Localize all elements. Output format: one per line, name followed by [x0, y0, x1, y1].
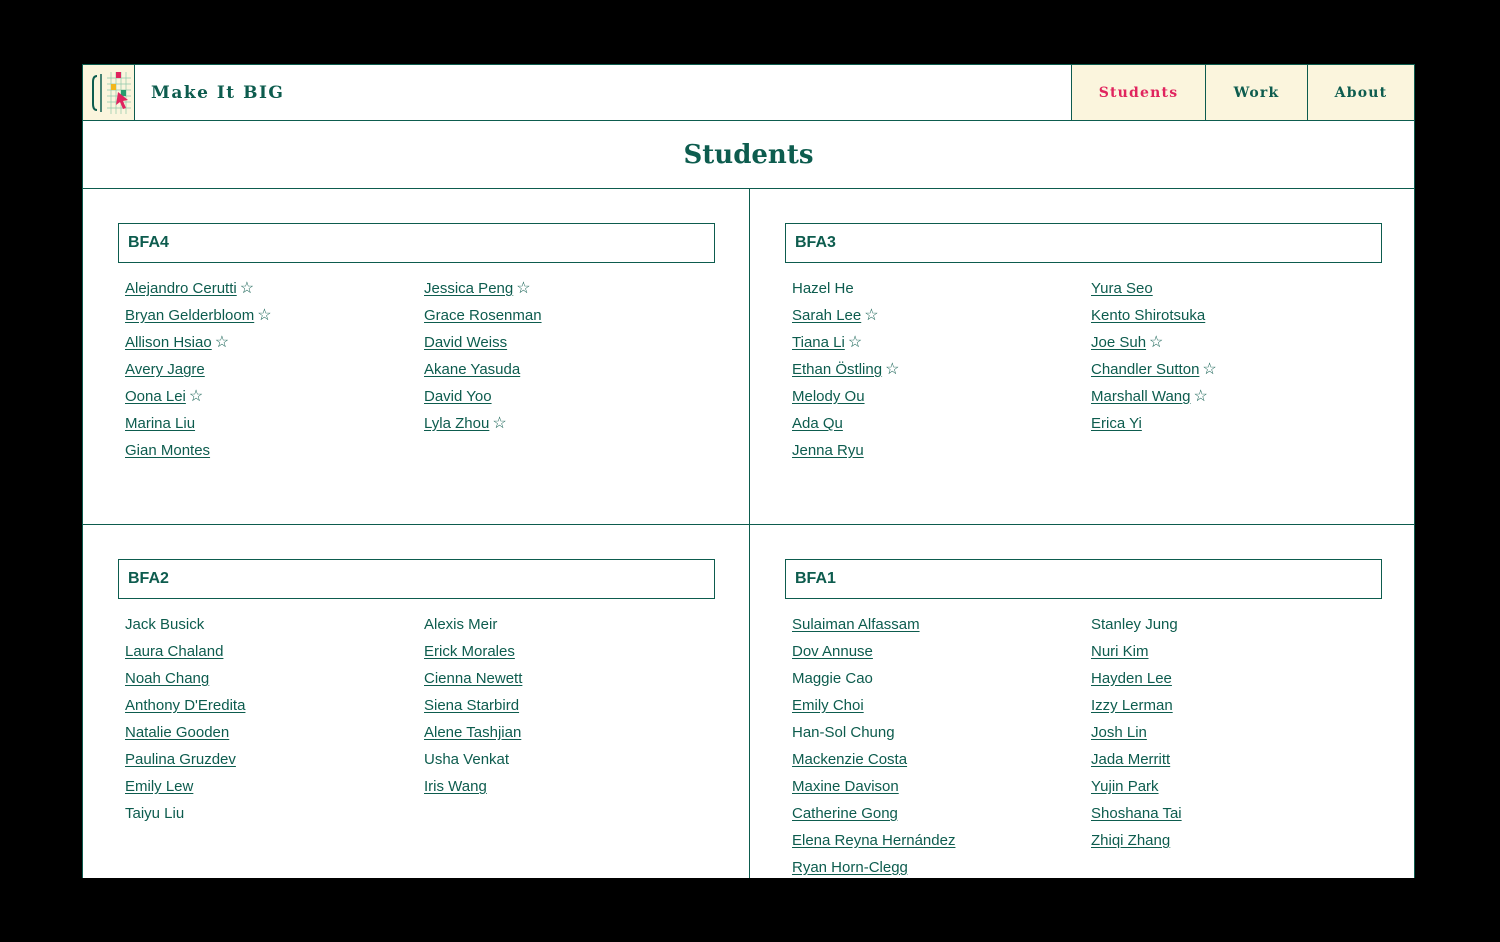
- student-item: [1091, 279, 1390, 306]
- student-item: [1091, 615, 1390, 642]
- student-item: [792, 804, 1091, 831]
- student-item: [125, 441, 424, 468]
- student-item: [424, 414, 723, 441]
- student-link[interactable]: Allison Hsiao: [125, 334, 212, 351]
- student-item: [792, 642, 1091, 669]
- student-link[interactable]: Siena Starbird: [424, 697, 520, 714]
- star-icon: ☆: [847, 334, 863, 351]
- student-item: [125, 804, 424, 831]
- nav-students[interactable]: Students: [1071, 65, 1205, 120]
- student-list: [792, 279, 1091, 468]
- student-item: [1091, 387, 1390, 414]
- student-name: Han-Sol Chung: [792, 724, 895, 741]
- student-item: [125, 360, 424, 387]
- student-item: [792, 723, 1091, 750]
- student-item: [792, 387, 1091, 414]
- student-item: [792, 441, 1091, 468]
- student-link[interactable]: Natalie Gooden: [125, 724, 230, 741]
- group-label: BFA1: [785, 559, 1382, 599]
- student-name: Stanley Jung: [1091, 616, 1178, 633]
- title-row: [83, 121, 1414, 189]
- star-icon: ☆: [492, 415, 507, 432]
- student-item: [792, 777, 1091, 804]
- student-link[interactable]: Cienna Newett: [424, 670, 523, 687]
- student-link[interactable]: Zhiqi Zhang: [1091, 832, 1171, 849]
- student-item: [424, 387, 723, 414]
- student-item: [125, 333, 424, 360]
- student-item: [1091, 831, 1390, 858]
- student-link[interactable]: Chandler Sutton: [1091, 361, 1200, 378]
- main-nav: [1071, 65, 1414, 120]
- student-link[interactable]: Josh Lin: [1091, 724, 1147, 741]
- student-list: [125, 615, 424, 831]
- student-link[interactable]: Oona Lei: [125, 388, 186, 405]
- student-link[interactable]: Sulaiman Alfassam: [792, 616, 920, 633]
- student-name: Alexis Meir: [424, 616, 498, 633]
- group-label: BFA3: [785, 223, 1382, 263]
- student-list: [1091, 615, 1390, 858]
- student-link[interactable]: Noah Chang: [125, 670, 210, 687]
- student-link[interactable]: Nuri Kim: [1091, 643, 1149, 660]
- student-item: [1091, 360, 1390, 387]
- student-link[interactable]: Grace Rosenman: [424, 307, 542, 324]
- student-link[interactable]: Marshall Wang: [1091, 388, 1191, 405]
- star-icon: ☆: [257, 307, 272, 324]
- star-icon: ☆: [214, 334, 230, 351]
- student-link[interactable]: Melody Ou: [792, 388, 865, 405]
- student-item: [1091, 696, 1390, 723]
- student-link[interactable]: Dov Annuse: [792, 643, 873, 660]
- student-link[interactable]: Paulina Gruzdev: [125, 751, 236, 768]
- student-item: [125, 642, 424, 669]
- student-link[interactable]: Catherine Gong: [792, 805, 898, 822]
- student-item: [125, 777, 424, 804]
- site-title[interactable]: Make It BIG: [151, 82, 285, 103]
- student-item: [125, 615, 424, 642]
- student-link[interactable]: Ada Qu: [792, 415, 843, 432]
- group-bfa4: [83, 189, 750, 525]
- student-link[interactable]: Sarah Lee: [792, 307, 862, 324]
- student-link[interactable]: Bryan Gelderbloom: [125, 307, 255, 324]
- student-item: [792, 333, 1091, 360]
- student-link[interactable]: Emily Choi: [792, 697, 864, 714]
- star-icon: ☆: [1202, 361, 1217, 378]
- student-item: [125, 750, 424, 777]
- student-link[interactable]: Joe Suh: [1091, 334, 1147, 351]
- student-item: [125, 723, 424, 750]
- student-link[interactable]: Yura Seo: [1091, 280, 1153, 297]
- student-item: [1091, 306, 1390, 333]
- student-link[interactable]: Ryan Horn-Clegg: [792, 859, 908, 876]
- student-list: [424, 615, 723, 804]
- group-bfa2: [83, 525, 750, 878]
- page-title: Students: [683, 139, 814, 170]
- student-item: [424, 642, 723, 669]
- student-item: [792, 831, 1091, 858]
- site-header: [83, 65, 1414, 121]
- student-item: [125, 669, 424, 696]
- student-link[interactable]: Gian Montes: [125, 442, 211, 459]
- student-link[interactable]: Erica Yi: [1091, 415, 1142, 432]
- student-item: [424, 696, 723, 723]
- student-link[interactable]: Jessica Peng: [424, 280, 514, 297]
- group-bfa1: [750, 525, 1415, 878]
- student-link[interactable]: Emily Lew: [125, 778, 194, 795]
- student-item: [792, 750, 1091, 777]
- star-icon: ☆: [239, 280, 255, 297]
- student-link[interactable]: Yujin Park: [1091, 778, 1159, 795]
- student-list: [792, 615, 1091, 878]
- student-item: [424, 333, 723, 360]
- star-icon: ☆: [188, 388, 204, 405]
- student-link[interactable]: Alejandro Cerutti: [125, 280, 237, 297]
- student-link[interactable]: Tiana Li: [792, 334, 845, 351]
- student-link[interactable]: Laura Chaland: [125, 643, 224, 660]
- student-item: [792, 858, 1091, 878]
- student-item: [424, 750, 723, 777]
- student-link[interactable]: Maxine Davison: [792, 778, 899, 795]
- student-item: [1091, 642, 1390, 669]
- student-name: Taiyu Liu: [125, 805, 185, 822]
- student-item: [424, 306, 723, 333]
- student-item: [424, 669, 723, 696]
- student-link[interactable]: Iris Wang: [424, 778, 487, 795]
- star-icon: ☆: [1193, 388, 1208, 405]
- student-link[interactable]: Kento Shirotsuka: [1091, 307, 1206, 324]
- student-item: [792, 669, 1091, 696]
- student-link[interactable]: Lyla Zhou: [424, 415, 490, 432]
- browser-page: [82, 64, 1415, 878]
- star-icon: ☆: [885, 361, 900, 378]
- student-link[interactable]: Akane Yasuda: [424, 361, 521, 378]
- student-list: [424, 279, 723, 441]
- student-item: [125, 414, 424, 441]
- student-item: [1091, 750, 1390, 777]
- student-item: [125, 306, 424, 333]
- student-item: [424, 777, 723, 804]
- student-item: [1091, 669, 1390, 696]
- student-item: [1091, 777, 1390, 804]
- student-link[interactable]: Anthony D'Eredita: [125, 697, 246, 714]
- student-link[interactable]: Ethan Östling: [792, 361, 883, 378]
- student-link[interactable]: Marina Liu: [125, 415, 196, 432]
- student-list: [1091, 279, 1390, 441]
- nav-about[interactable]: About: [1307, 65, 1414, 120]
- student-link[interactable]: Jada Merritt: [1091, 751, 1171, 768]
- student-item: [792, 414, 1091, 441]
- student-item: [792, 360, 1091, 387]
- student-link[interactable]: Izzy Lerman: [1091, 697, 1173, 714]
- student-list: [125, 279, 424, 468]
- student-name: Maggie Cao: [792, 670, 873, 687]
- student-item: [1091, 804, 1390, 831]
- student-item: [792, 615, 1091, 642]
- student-link[interactable]: Shoshana Tai: [1091, 805, 1182, 822]
- student-item: [424, 279, 723, 306]
- student-link[interactable]: David Weiss: [424, 334, 508, 351]
- student-item: [125, 387, 424, 414]
- student-item: [424, 615, 723, 642]
- student-item: [1091, 723, 1390, 750]
- student-name: Jack Busick: [125, 616, 205, 633]
- group-label: BFA2: [118, 559, 715, 599]
- student-link[interactable]: Jenna Ryu: [792, 442, 864, 459]
- student-item: [1091, 333, 1390, 360]
- star-icon: ☆: [516, 280, 531, 297]
- student-item: [792, 306, 1091, 333]
- student-item: [424, 360, 723, 387]
- student-link[interactable]: Mackenzie Costa: [792, 751, 908, 768]
- group-label: BFA4: [118, 223, 715, 263]
- star-icon: ☆: [1149, 334, 1164, 351]
- student-item: [792, 279, 1091, 306]
- logo-icon[interactable]: [83, 65, 135, 120]
- student-name: Hazel He: [792, 280, 854, 297]
- student-item: [125, 696, 424, 723]
- student-link[interactable]: Avery Jagre: [125, 361, 205, 378]
- student-item: [1091, 414, 1390, 441]
- student-link[interactable]: Erick Morales: [424, 643, 515, 660]
- student-link[interactable]: Alene Tashjian: [424, 724, 522, 741]
- student-link[interactable]: David Yoo: [424, 388, 492, 405]
- student-link[interactable]: Hayden Lee: [1091, 670, 1172, 687]
- student-item: [125, 279, 424, 306]
- student-item: [792, 696, 1091, 723]
- student-name: Usha Venkat: [424, 751, 510, 768]
- student-link[interactable]: Elena Reyna Hernández: [792, 832, 956, 849]
- nav-work[interactable]: Work: [1205, 65, 1307, 120]
- group-bfa3: [750, 189, 1415, 525]
- star-icon: ☆: [864, 307, 879, 324]
- student-item: [424, 723, 723, 750]
